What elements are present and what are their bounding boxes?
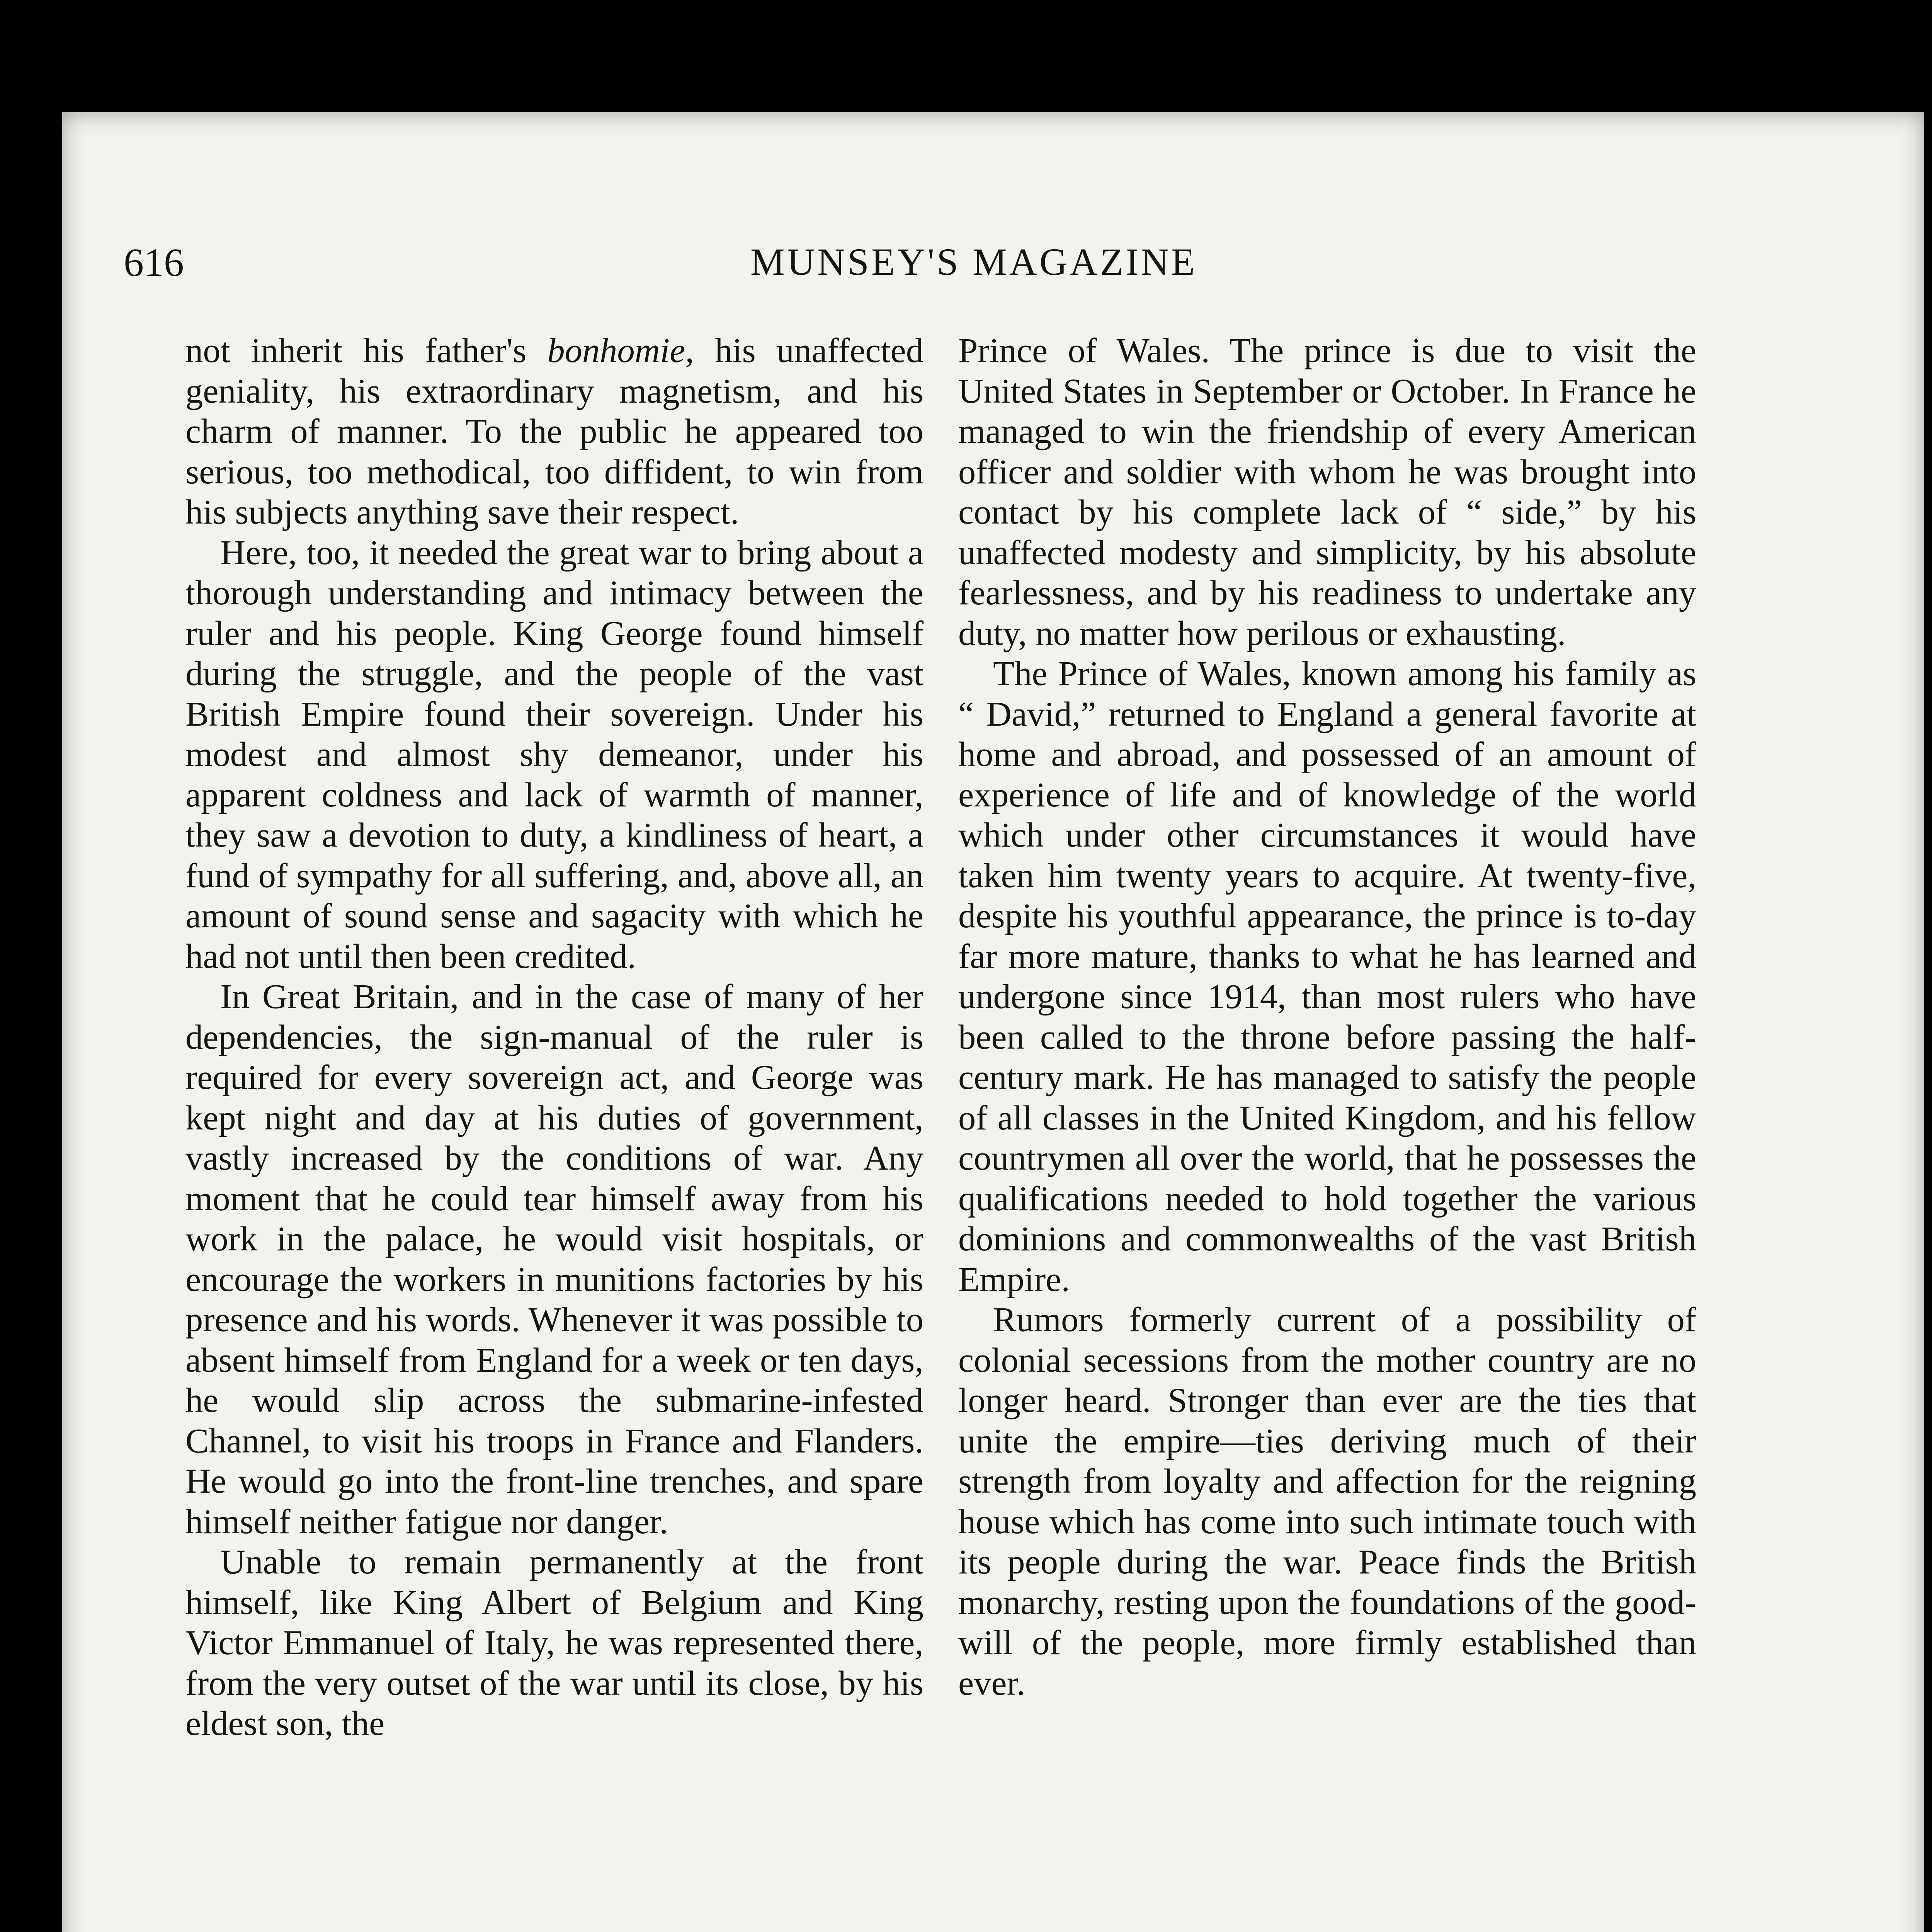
article-left-column <box>185 330 923 1744</box>
article-right-column <box>958 330 1696 1703</box>
paragraph-text: not inherit his father's <box>185 331 548 370</box>
italic-term: bonhomie, <box>547 331 694 370</box>
article-paragraph: Unable to remain permanently at the front himself, like King Albert of Belgium and King Victor Emmanuel of Italy, he was represented there, from the very outset of the war until its close, by his eldest son, the <box>185 1542 923 1743</box>
page-number: 616 <box>124 240 184 285</box>
article-paragraph <box>185 330 923 532</box>
running-title: MUNSEY'S MAGAZINE <box>750 240 1197 283</box>
paragraph-text: his unaffected geniality, his extraordinary magnetism, and his charm of manner. To the public he appeared too serious, too methodical, too diffident, to win from his subjects anything save their respect. <box>185 331 923 531</box>
article-paragraph: The Prince of Wales, known among his family as “ David,” returned to England a general favorite at home and abroad, and possessed of an amount of experience of life and of knowledge of the world which under other circumstances it would have taken him twenty years to acquire. At twenty-five, despite his youthful appearance, the prince is to-day far more mature, thanks to what he has learned and undergone since 1914, than most rulers who have been called to the throne before passing the half-century mark. He has managed to satisfy the people of all classes in the United Kingdom, and his fellow countrymen all over the world, that he possesses the qualifications needed to hold together the various dominions and commonwealths of the vast British Empire. <box>958 654 1696 1299</box>
article-paragraph: In Great Britain, and in the case of many of her dependencies, the sign-manual of the ruler is required for every sovereign act, and George was kept night and day at his duties of government, vastly increased by the conditions of war. Any moment that he could tear himself away from his work in the palace, he would visit hospitals, or encourage the workers in munitions factories by his presence and his words. Whenever it was possible to absent himself from England for a week or ten days, he would slip across the submarine-infested Channel, to visit his troops in France and Flanders. He would go into the front-line trenches, and spare himself neither fatigue nor danger. <box>185 977 923 1541</box>
article-paragraph: Here, too, it needed the great war to bring about a thorough understanding and intimacy between the ruler and his people. King George found himself during the struggle, and the people of the vast British Empire found their sovereign. Under his modest and almost shy demeanor, under his apparent coldness and lack of warmth of manner, they saw a devotion to duty, a kindliness of heart, a fund of sympathy for all suffering, and, above all, an amount of sound sense and sagacity with which he had not until then been credited. <box>185 532 923 976</box>
article-paragraph: Rumors formerly current of a possibility of colonial secessions from the mother country are no longer heard. Stronger than ever are the ties that unite the empire—ties deriving much of their strength from loyalty and affection for the reigning house which has come into such intimate touch with its people during the war. Peace finds the British monarchy, resting upon the foundations of the good-will of the people, more firmly established than ever. <box>958 1300 1696 1702</box>
article-paragraph: Prince of Wales. The prince is due to visit the United States in September or October. In France he managed to win the friendship of every American officer and soldier with whom he was brought into contact by his complete lack of “ side,” by his unaffected modesty and simplicity, by his absolute fearlessness, and by his readiness to undertake any duty, no matter how perilous or exhausting. <box>958 331 1696 653</box>
